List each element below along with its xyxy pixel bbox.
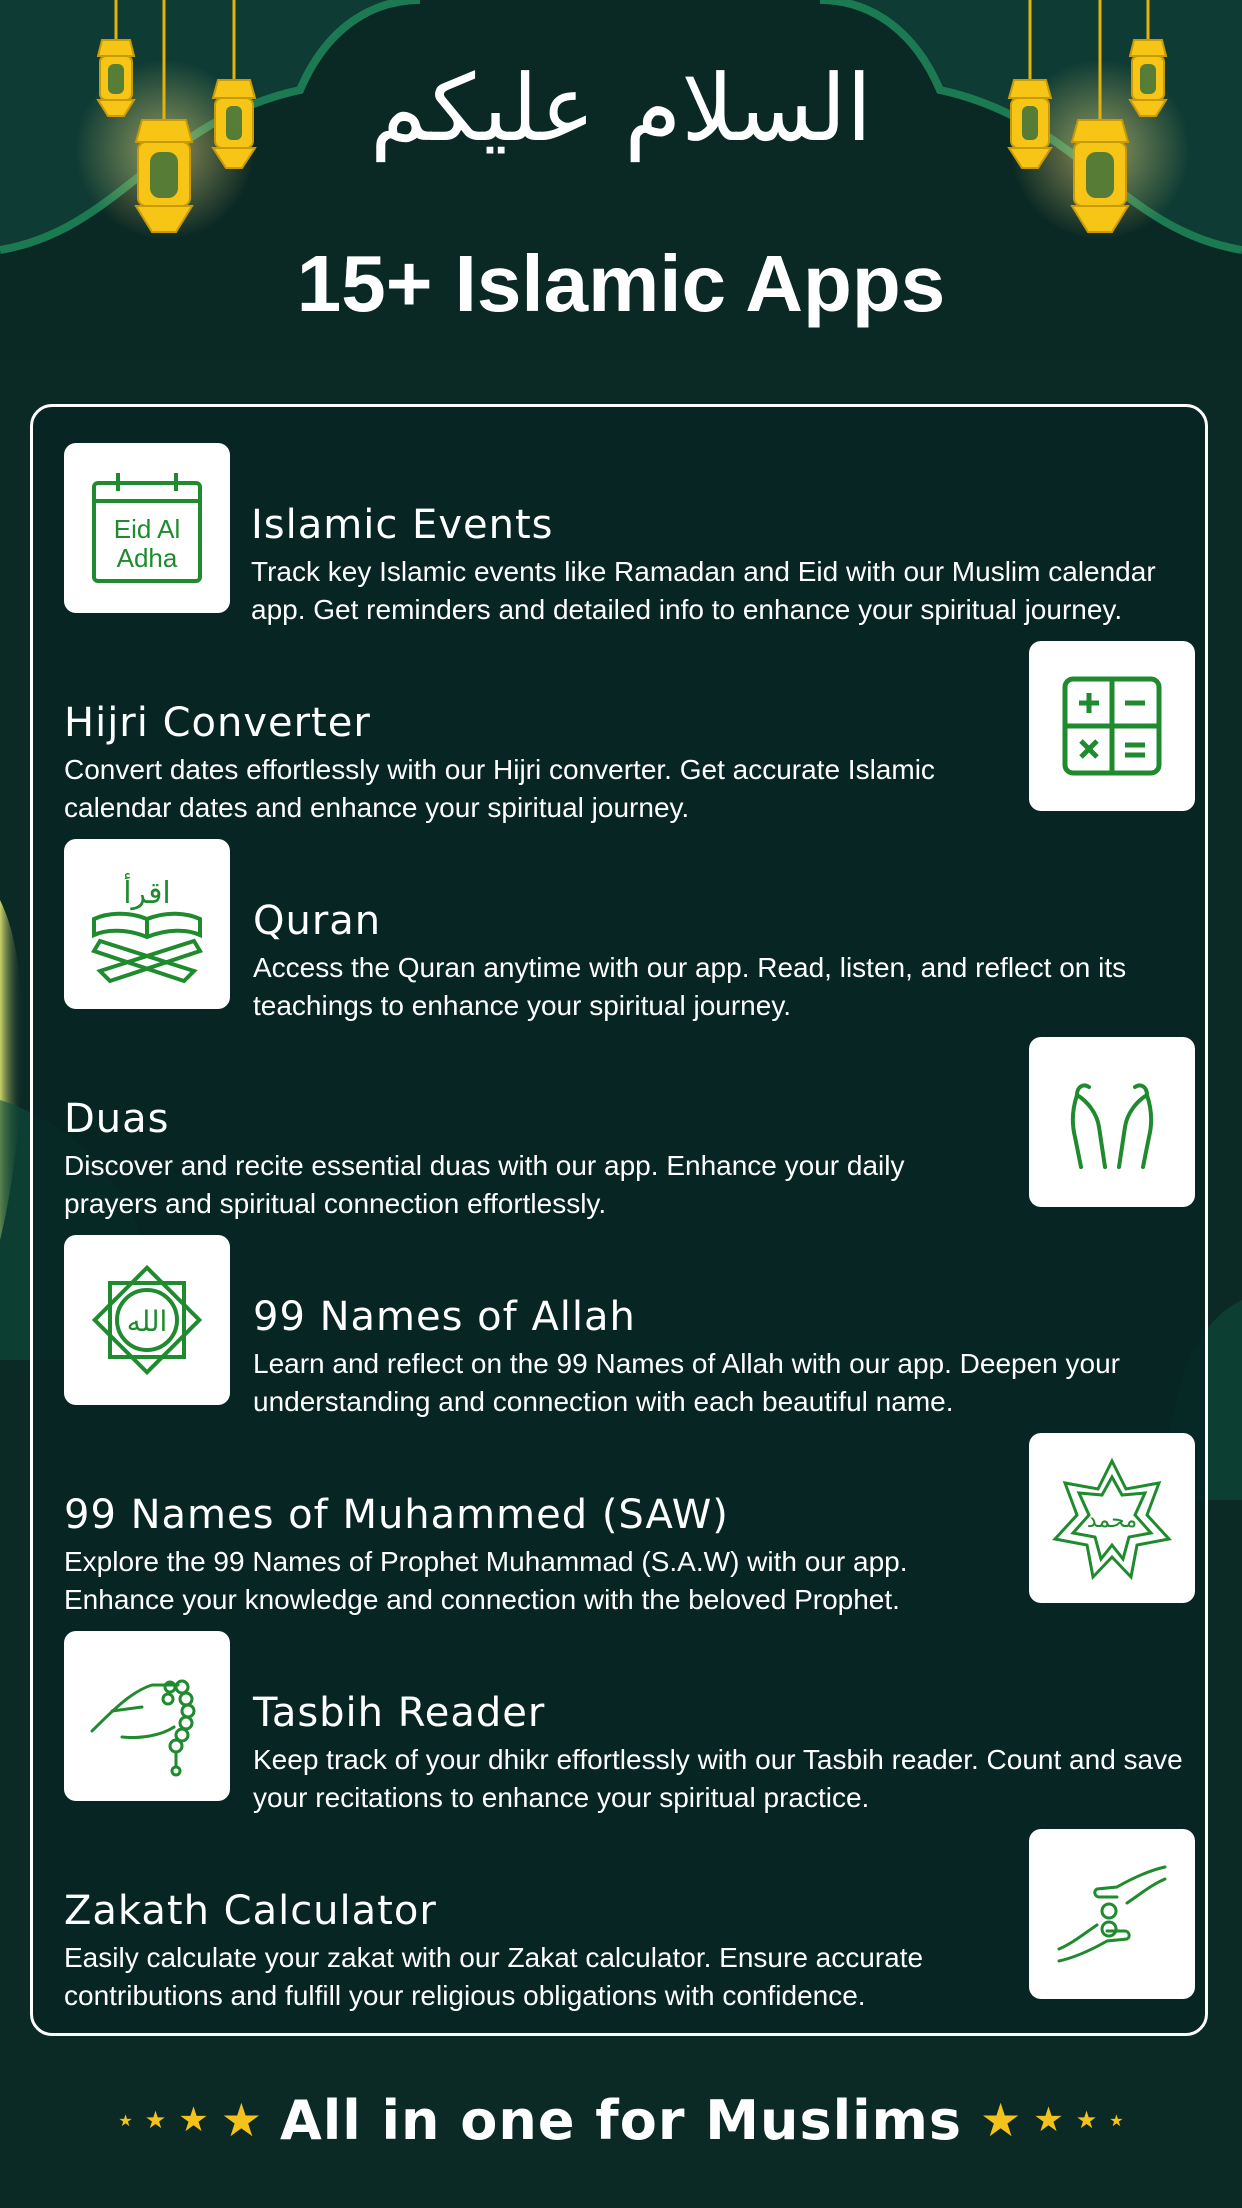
list-item-title: Tasbih Reader [253,1690,546,1736]
calendar-icon [64,443,230,613]
list-item-description: Keep track of your dhikr effortlessly with our Tasbih reader. Count and save your recitations to enhance your spiritual practice. [253,1744,1183,1813]
quran-book-icon [64,839,230,1009]
list-item-99-names-muhammed[interactable] [33,1433,1211,1615]
footer-text: All in one for Muslims [279,2088,963,2152]
list-item-title: Hijri Converter [64,700,371,746]
list-item-text [251,501,1201,629]
list-item-title: Islamic Events [251,502,554,548]
quran-icon-text: اقرأ [123,876,171,911]
allah-icon-text: الله [126,1305,168,1338]
calendar-icon-line1: Eid Al [113,514,181,544]
list-item-description: Explore the 99 Names of Prophet Muhammad (S.A.W) with our app. Enhance your knowledge and connection with the beloved Prophet. [64,1546,908,1615]
list-item-title: 99 Names of Muhammed (SAW) [64,1492,729,1538]
list-item-title: Duas [64,1096,170,1142]
calendar-icon-line2: Adha [116,543,178,573]
star-icon: ★ [144,2106,167,2134]
star-icon: ★ [980,2093,1022,2147]
star-icon: ★ [1109,2110,1124,2130]
list-item-99-names-allah[interactable] [33,1235,1211,1417]
list-item-text [253,1689,1203,1817]
greeting-arabic: السلام عليكم [370,55,872,162]
list-item-text [253,897,1203,1025]
muhammad-icon-text: محمد [1086,1508,1138,1533]
star-icon: ★ [220,2093,262,2147]
list-item-text [64,1095,1004,1223]
list-item-text [64,1491,1004,1619]
list-item-description: Learn and reflect on the 99 Names of Allah with our app. Deepen your understanding and connection with each beautiful name. [253,1348,1120,1417]
footer-tagline [0,2080,1242,2160]
list-item-text [64,1887,1004,2015]
muhammad-calligraphy-icon [1029,1433,1195,1603]
list-item-description: Access the Quran anytime with our app. Read, listen, and reflect on its teachings to enhance your spiritual journey. [253,952,1127,1021]
list-item-title: Quran [253,898,382,944]
list-item-duas[interactable] [33,1037,1211,1219]
tasbih-hand-icon [64,1631,230,1801]
star-icon: ★ [1075,2106,1098,2134]
list-item-text [253,1293,1203,1421]
list-item-tasbih-reader[interactable] [33,1631,1211,1813]
list-item-title: 99 Names of Allah [253,1294,636,1340]
allah-calligraphy-icon [64,1235,230,1405]
star-icon: ★ [1033,2100,1064,2140]
giving-hands-icon [1029,1829,1195,1999]
list-item-description: Convert dates effortlessly with our Hijri converter. Get accurate Islamic calendar dates and enhance your spiritual journey. [64,754,935,823]
apps-list-card [30,404,1208,2036]
list-item-quran[interactable] [33,839,1211,1021]
star-icon: ★ [118,2110,133,2130]
calculator-icon [1029,641,1195,811]
list-item-hijri-converter[interactable] [33,641,1211,823]
praying-hands-icon [1029,1037,1195,1207]
list-item-description: Track key Islamic events like Ramadan and Eid with our Muslim calendar app. Get reminders and detailed info to enhance your spiritual journey. [251,556,1156,625]
list-item-text [64,699,1004,827]
list-item-islamic-events[interactable] [33,443,1211,625]
list-item-description: Easily calculate your zakat with our Zakat calculator. Ensure accurate contributions and fulfill your religious obligations with confidence. [64,1942,924,2011]
list-item-zakath-calculator[interactable] [33,1829,1211,2011]
page-title: 15+ Islamic Apps [296,239,946,328]
list-item-title: Zakath Calculator [64,1888,437,1934]
star-icon: ★ [178,2100,209,2140]
list-item-description: Discover and recite essential duas with our app. Enhance your daily prayers and spiritual connection effortlessly. [64,1150,905,1219]
